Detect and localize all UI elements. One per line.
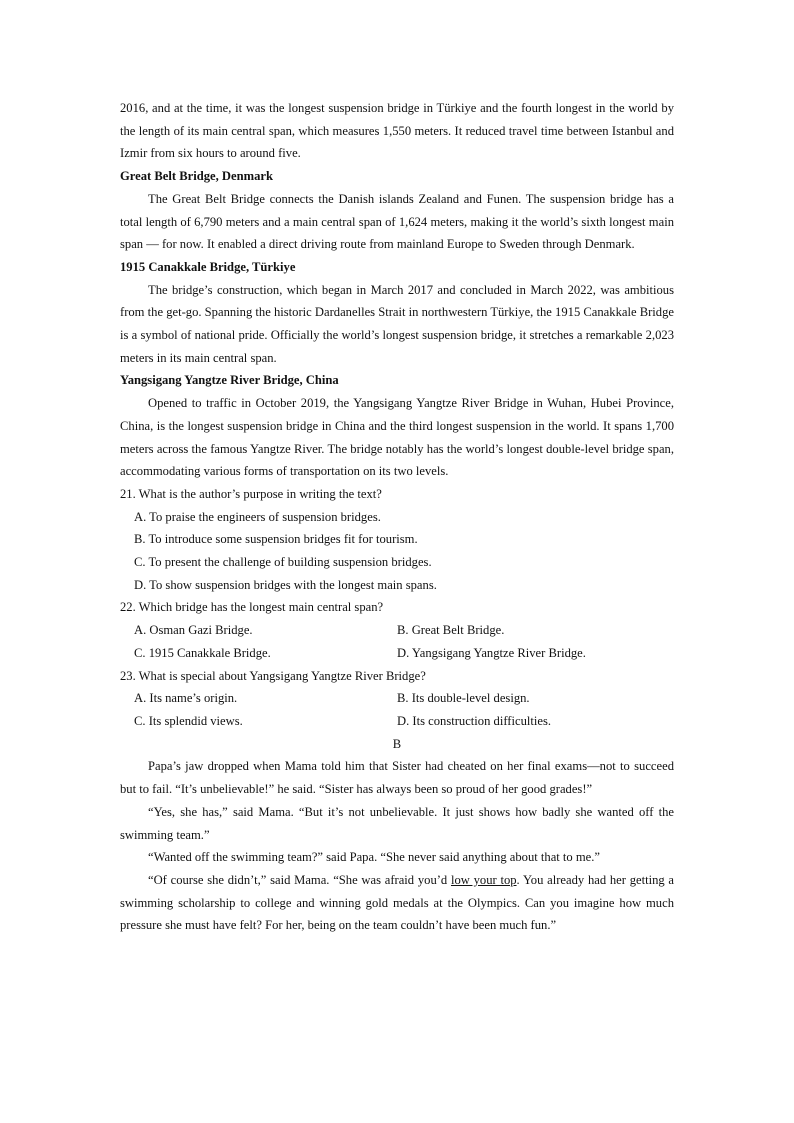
question-22-option-d[interactable]: D. Yangsigang Yangtze River Bridge. bbox=[397, 645, 586, 660]
section-heading-canakkale: 1915 Canakkale Bridge, Türkiye bbox=[120, 259, 296, 274]
section-heading-yangsigang: Yangsigang Yangtze River Bridge, China bbox=[120, 373, 339, 388]
passage-a-intro-tail: 2016, and at the time, it was the longest suspension bridge in Türkiye and the fourth longest in the world by the length of its main central span, which measures 1,550 meters. It reduced travel time between Istanbul and Izmir from six hours to around five. bbox=[120, 101, 674, 161]
question-22-options-row-2 bbox=[120, 642, 674, 665]
question-22-option-a[interactable]: A. Osman Gazi Bridge. bbox=[134, 623, 253, 638]
question-23-options-row-2 bbox=[120, 710, 674, 733]
question-21-option-c[interactable]: C. To present the challenge of building suspension bridges. bbox=[134, 555, 432, 570]
underlined-phrase: low your top bbox=[450, 872, 517, 887]
section-text-canakkale: The bridge’s construction, which began in March 2017 and concluded in March 2022, was ambitious from the get-go. Spanning the historic Dardanelles Strait in northwestern Türkiye, the 1915 Canakkale Bridge is a symbol of national pride. Officially the world’s longest suspension bridge, it stretches a remarkable 2,023 meters in its main central span. bbox=[120, 282, 674, 365]
passage-b-paragraph-4 bbox=[120, 869, 674, 937]
section-heading-great-belt: Great Belt Bridge, Denmark bbox=[120, 169, 273, 184]
paragraph-4-text-after: . You already had her getting a swimming scholarship to college and winning gold medals at the Olympics. Can you imagine how much pressure she must have felt? For her, being on the team couldn’t have been much fun.” bbox=[120, 872, 674, 933]
question-23-option-a[interactable]: A. Its name’s origin. bbox=[134, 691, 238, 706]
section-text-yangsigang: Opened to traffic in October 2019, the Yangsigang Yangtze River Bridge in Wuhan, Hubei Province, China, is the longest suspension bridge in China and the third longest suspension in the world. It spans 1,700 meters across the famous Yangtze River. The bridge notably has the world’s longest double-level bridge span, accommodating various forms of transportation on its two levels. bbox=[120, 396, 674, 479]
question-22-stem: 22. Which bridge has the longest main central span? bbox=[120, 600, 384, 615]
question-21-stem: 21. What is the author’s purpose in writing the text? bbox=[120, 486, 382, 501]
question-22-options-row-1 bbox=[120, 619, 674, 642]
question-23-option-d[interactable]: D. Its construction difficulties. bbox=[397, 713, 552, 728]
section-text-great-belt: The Great Belt Bridge connects the Danish islands Zealand and Funen. The suspension bridge has a total length of 6,790 meters and a main central span of 1,624 meters, making it the world’s sixth longest main span — for now. It enabled a direct driving route from mainland Europe to Sweden through Denmark. bbox=[120, 191, 674, 252]
question-22-option-c[interactable]: C. 1915 Canakkale Bridge. bbox=[134, 645, 271, 660]
question-23-options-row-1 bbox=[120, 687, 674, 710]
question-23-stem: 23. What is special about Yangsigang Yangtze River Bridge? bbox=[120, 668, 426, 683]
question-22-option-b[interactable]: B. Great Belt Bridge. bbox=[397, 623, 505, 638]
paragraph-4-text-before: “Of course she didn’t,” said Mama. “She was afraid you’d bbox=[148, 872, 451, 887]
passage-b-label: B bbox=[392, 736, 402, 751]
passage-b-paragraph-1: Papa’s jaw dropped when Mama told him that Sister had cheated on her final exams—not to succeed but to fail. “It’s unbelievable!” he said. “Sister has always been so proud of her good grades!” bbox=[120, 759, 674, 797]
passage-b-paragraph-2: “Yes, she has,” said Mama. “But it’s not unbelievable. It just shows how badly she wanted off the swimming team.” bbox=[120, 804, 674, 842]
question-21-option-d[interactable]: D. To show suspension bridges with the longest main spans. bbox=[134, 577, 437, 592]
question-21-option-a[interactable]: A. To praise the engineers of suspension bridges. bbox=[134, 509, 381, 524]
passage-b-paragraph-3: “Wanted off the swimming team?” said Papa. “She never said anything about that to me.” bbox=[148, 850, 600, 865]
question-23-option-b[interactable]: B. Its double-level design. bbox=[397, 691, 530, 706]
exam-page bbox=[120, 97, 674, 937]
question-23-option-c[interactable]: C. Its splendid views. bbox=[134, 713, 243, 728]
question-21-option-b[interactable]: B. To introduce some suspension bridges fit for tourism. bbox=[134, 532, 418, 547]
